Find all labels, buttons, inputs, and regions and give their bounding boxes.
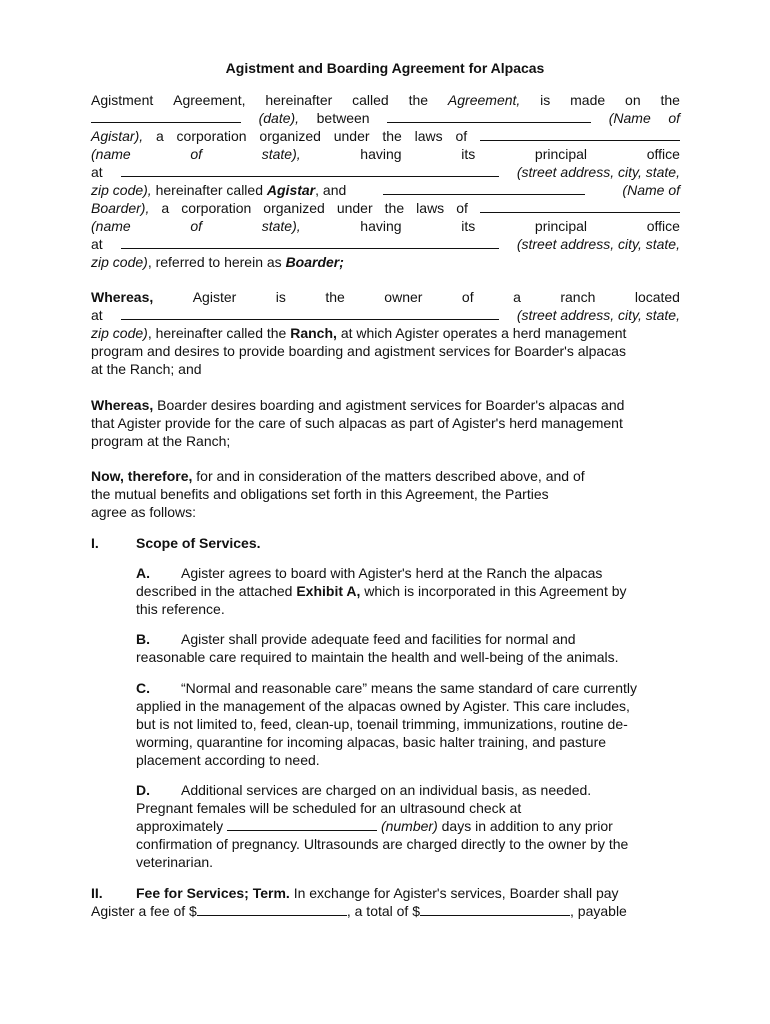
now-line-1: Now, therefore, for and in consideration of the matters described above, and of xyxy=(91,468,585,484)
intro-line-4: (name of state), having its principal office xyxy=(91,146,680,162)
item-b-line-1: B. Agister shall provide adequate feed and facilities for normal and xyxy=(136,631,576,647)
item-d-line-2: Pregnant females will be scheduled for an ultrasound check at xyxy=(136,800,522,816)
whereas1-line-4: program and desires to provide boarding and agistment services for Boarder's alpacas xyxy=(91,343,626,359)
agistar-name-blank[interactable] xyxy=(387,109,591,123)
intro-line-1: Agistment Agreement, hereinafter called the Agreement, is made on the xyxy=(91,92,680,108)
boarder-state-blank[interactable] xyxy=(480,199,680,213)
document-title: Agistment and Boarding Agreement for Alpacas xyxy=(225,60,545,76)
intro-line-6: zip code), hereinafter called Agistar, and (Name of xyxy=(91,182,680,198)
item-c-line-3: but is not limited to, feed, clean-up, toenail trimming, immunizations, routine de- xyxy=(136,716,628,732)
item-b-line-2: reasonable care required to maintain the health and well-being of the animals. xyxy=(136,649,619,665)
intro-line-3: Agistar), a corporation organized under the laws of xyxy=(91,127,680,145)
whereas2-line-3: program at the Ranch; xyxy=(91,433,231,449)
item-c-line-5: placement according to need. xyxy=(136,752,320,768)
intro-line-7: Boarder), a corporation organized under the laws of xyxy=(91,199,680,217)
intro-line-2: (date), between (Name of xyxy=(91,109,680,127)
item-c-line-2: applied in the management of the alpacas owned by Agister. This care includes, xyxy=(136,698,630,714)
whereas2-line-1: Whereas, Boarder desires boarding and agistment services for Boarder's alpacas and xyxy=(91,397,625,413)
boarder-name-blank[interactable] xyxy=(383,181,585,195)
agistar-state-blank[interactable] xyxy=(480,127,680,141)
item-d-line-1: D. Additional services are charged on an individual basis, as needed. xyxy=(136,782,592,798)
whereas1-line-2: at (street address, city, state, xyxy=(91,307,680,323)
section-2-line-1: II. Fee for Services; Term. In exchange for Agister's services, Boarder shall pay xyxy=(91,885,619,901)
intro-line-8: (name of state), having its principal office xyxy=(91,218,680,234)
item-d-line-3: approximately (number) days in addition to any prior xyxy=(136,818,613,834)
intro-line-5: at (street address, city, state, xyxy=(91,164,680,180)
item-c-line-4: worming, quarantine for incoming alpacas, basic halter training, and pasture xyxy=(136,734,607,750)
intro-line-9: at (street address, city, state, xyxy=(91,236,680,252)
item-c-line-1: C. “Normal and reasonable care” means the same standard of care currently xyxy=(136,680,637,696)
whereas2-line-2: that Agister provide for the care of such alpacas as part of Agister's herd management xyxy=(91,415,623,431)
whereas1-line-1: Whereas, Agister is the owner of a ranch located xyxy=(91,289,680,305)
item-d-line-5: veterinarian. xyxy=(136,854,214,870)
intro-line-10: zip code), referred to herein as Boarder; xyxy=(91,254,344,270)
section-2-line-2: Agister a fee of $ , a total of $ , payable xyxy=(91,903,627,919)
now-line-3: agree as follows: xyxy=(91,504,197,520)
boarder-address-blank[interactable] xyxy=(121,235,499,249)
total-blank[interactable] xyxy=(420,902,570,916)
agistar-address-blank[interactable] xyxy=(121,163,499,177)
ranch-address-blank[interactable] xyxy=(121,306,499,320)
now-line-2: the mutual benefits and obligations set forth in this Agreement, the Parties xyxy=(91,486,549,502)
whereas1-line-5: at the Ranch; and xyxy=(91,361,202,377)
item-d-line-4: confirmation of pregnancy. Ultrasounds are charged directly to the owner by the xyxy=(136,836,629,852)
section-1-heading: I. Scope of Services. xyxy=(91,535,261,551)
item-a-line-1: A. Agister agrees to board with Agister's herd at the Ranch the alpacas xyxy=(136,565,603,581)
item-a-line-3: this reference. xyxy=(136,601,225,617)
ultrasound-number-blank[interactable] xyxy=(227,817,377,831)
item-a-line-2: described in the attached Exhibit A, which is incorporated in this Agreement by xyxy=(136,583,627,599)
whereas1-line-3: zip code), hereinafter called the Ranch, at which Agister operates a herd management xyxy=(91,325,627,341)
date-blank[interactable] xyxy=(91,109,241,123)
fee-blank[interactable] xyxy=(197,902,347,916)
